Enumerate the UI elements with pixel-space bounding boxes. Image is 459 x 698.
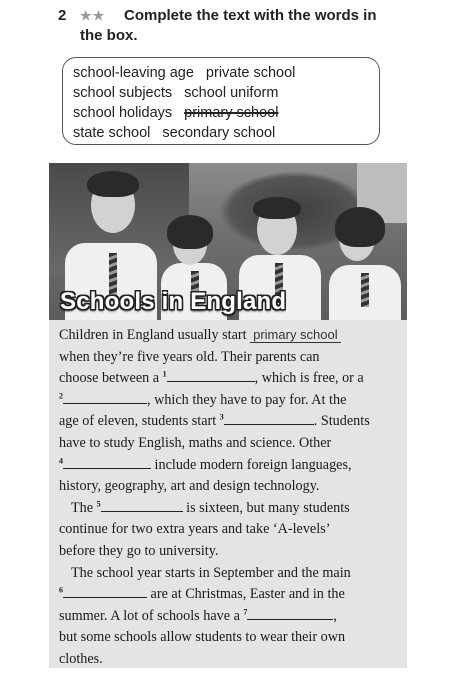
difficulty-stars-icon: ★★	[80, 8, 106, 23]
article-title: Schools in England	[60, 288, 287, 315]
article-text	[49, 320, 407, 668]
word-box-row	[73, 103, 369, 123]
text-line: age of eleven, students start	[59, 413, 217, 430]
answer-blank-1[interactable]	[167, 369, 255, 382]
word-option: private school	[205, 65, 296, 81]
gap-number: 7	[243, 606, 248, 616]
gap-number: 5	[96, 499, 101, 509]
gap-number: 4	[59, 455, 63, 465]
answer-blank-4[interactable]	[63, 456, 151, 469]
answer-blank-6[interactable]	[63, 585, 147, 598]
text-line: choose between a	[59, 370, 160, 387]
text-line: The	[71, 499, 94, 516]
instruction-line-2: the box.	[80, 27, 138, 44]
text-line: but some schools allow students to wear their own	[59, 629, 346, 646]
text-line: continue for two extra years and take ‘A-levels’	[59, 521, 331, 538]
text-line: have to study English, maths and science. Other	[59, 434, 332, 451]
word-box-row	[73, 63, 369, 83]
instruction-line-1: Complete the text with the words in	[124, 7, 377, 24]
text-line: are at Christmas, Easter and in the	[150, 586, 345, 603]
word-option: school uniform	[184, 85, 279, 101]
text-line: include modern foreign languages,	[154, 456, 352, 473]
word-box-row	[73, 83, 369, 103]
text-line: is sixteen, but many students	[186, 499, 350, 516]
exercise-instruction	[58, 6, 438, 46]
answer-blank-3[interactable]	[224, 412, 314, 425]
answer-blank-5[interactable]	[101, 499, 183, 512]
text-line: , which they have to pay for. At the	[147, 391, 347, 408]
text-line: history, geography, art and design technology.	[59, 478, 320, 495]
text-line: before they go to university.	[59, 542, 219, 559]
word-option: school-leaving age	[73, 65, 194, 81]
word-option: state school	[73, 125, 151, 141]
gap-number: 6	[59, 585, 63, 595]
gap-number: 1	[162, 369, 167, 379]
word-option: school holidays	[73, 105, 173, 121]
example-answer: primary school	[250, 327, 341, 343]
text-line: , which is free, or a	[254, 370, 364, 387]
text-line: The school year starts in September and the main	[71, 564, 351, 581]
gap-number: 2	[59, 391, 63, 401]
word-option: secondary school	[162, 125, 276, 141]
answer-blank-7[interactable]	[247, 607, 333, 620]
text-line: ,	[333, 607, 337, 624]
text-line: . Students	[313, 413, 370, 430]
answer-blank-2[interactable]	[63, 391, 147, 404]
word-box	[62, 57, 380, 145]
text-line: summer. A lot of schools have a	[59, 607, 240, 624]
exercise-number: 2	[58, 7, 67, 24]
word-option: school subjects	[73, 85, 173, 101]
text-line: when they’re five years old. Their parents can	[59, 348, 320, 365]
word-option-used: primary school	[184, 105, 279, 121]
text-line: clothes.	[59, 650, 103, 667]
word-box-row	[73, 123, 369, 143]
gap-number: 3	[219, 412, 224, 422]
text-line: Children in England usually start	[59, 327, 247, 343]
